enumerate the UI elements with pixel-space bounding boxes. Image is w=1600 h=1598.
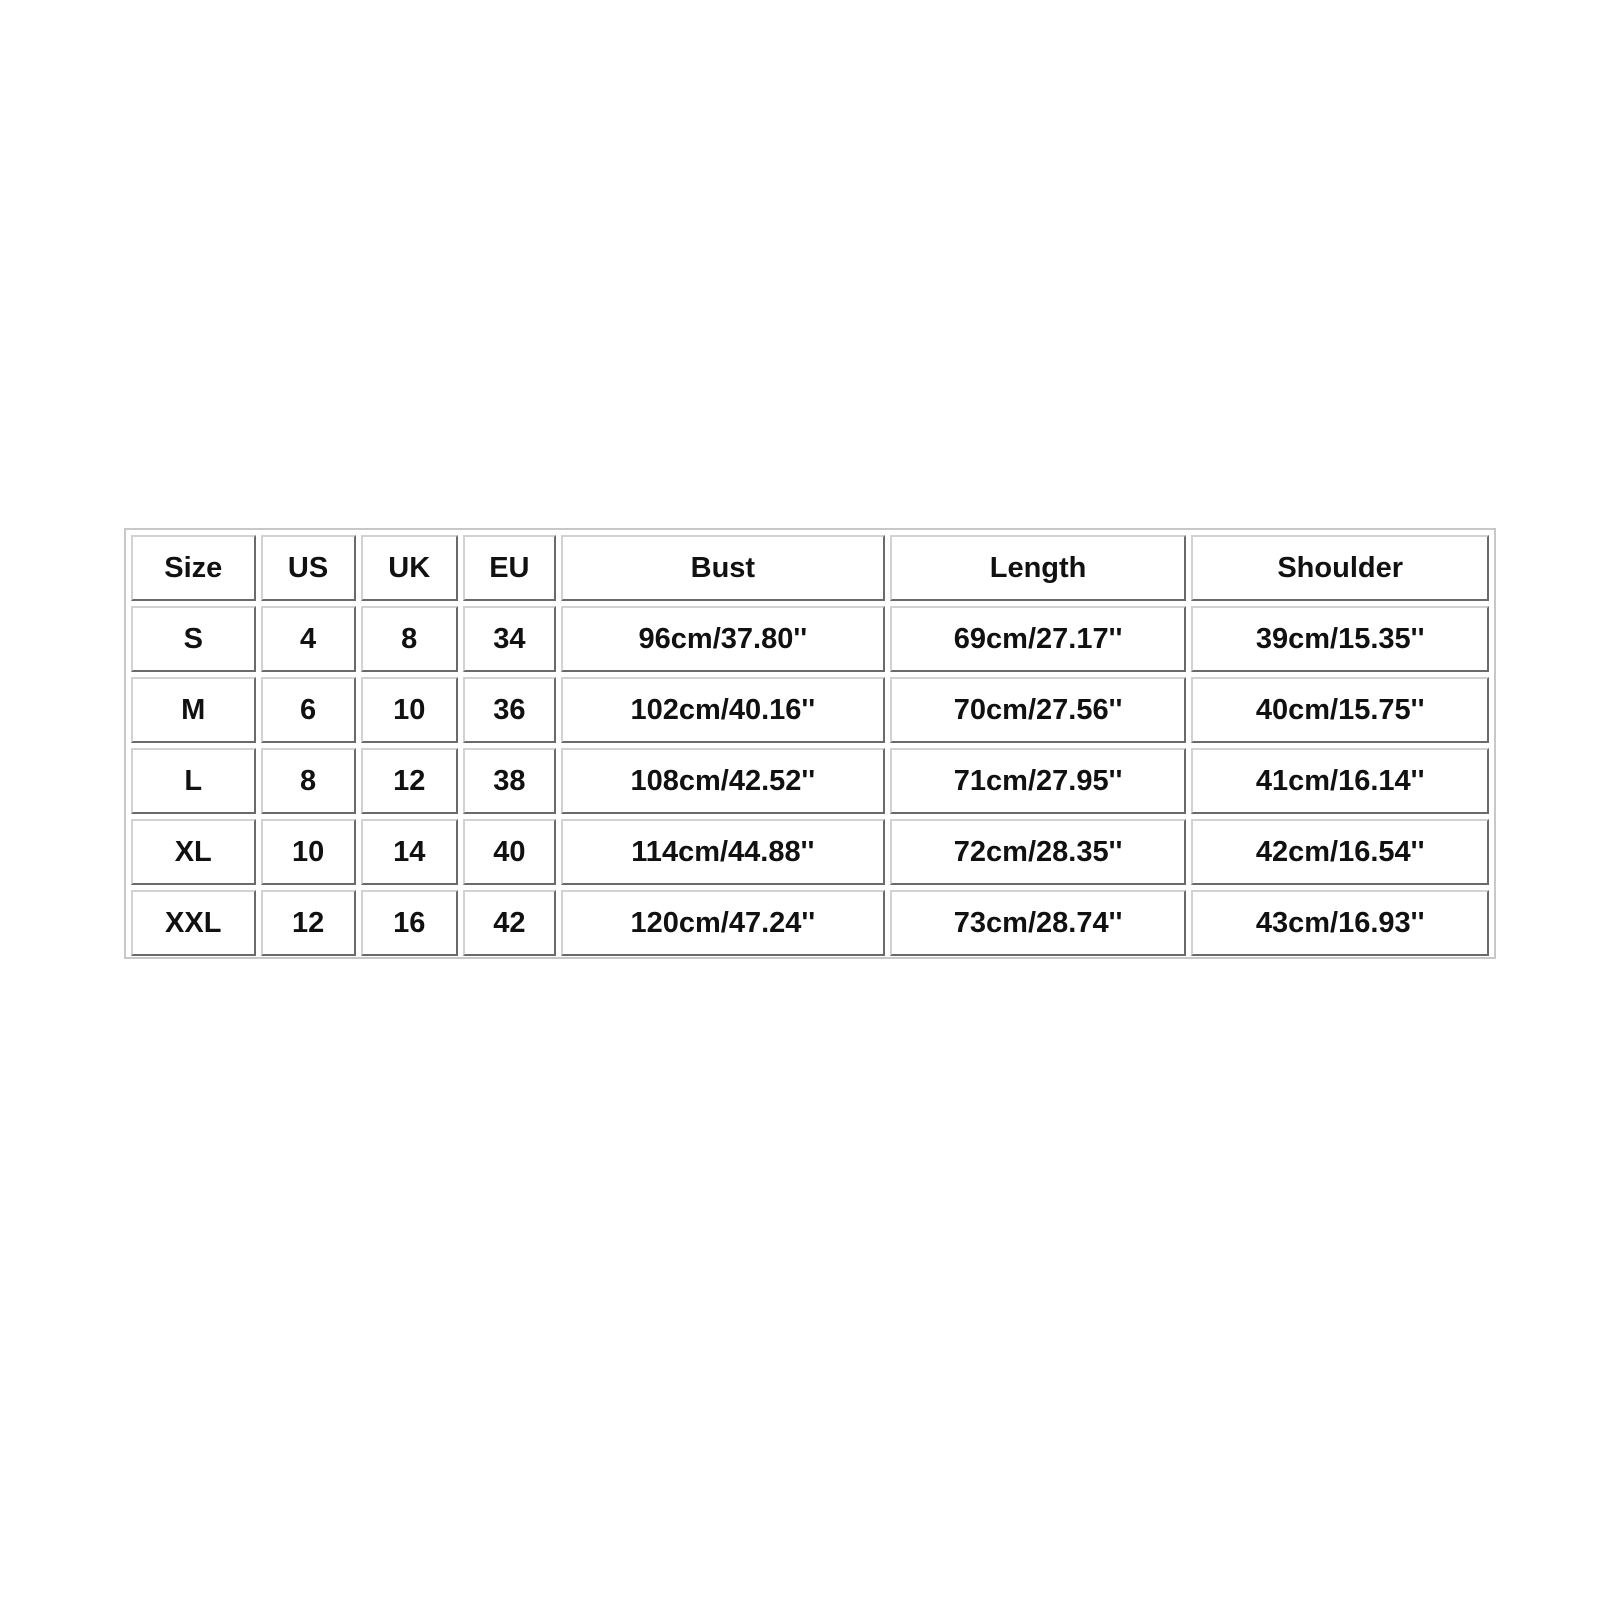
cell-us: 10 [261,819,356,885]
header-cell-length: Length [890,535,1187,601]
size-chart [124,528,1496,959]
cell-eu: 36 [463,677,556,743]
cell-us: 4 [261,606,356,672]
table-row [131,819,1489,885]
cell-bust: 108cm/42.52'' [561,748,885,814]
table-row [131,890,1489,956]
cell-us: 8 [261,748,356,814]
table-row [131,677,1489,743]
table-row [131,606,1489,672]
cell-eu: 40 [463,819,556,885]
cell-uk: 10 [361,677,458,743]
cell-uk: 14 [361,819,458,885]
cell-shoulder: 40cm/15.75'' [1191,677,1489,743]
cell-us: 12 [261,890,356,956]
cell-length: 73cm/28.74'' [890,890,1187,956]
cell-size: L [131,748,256,814]
cell-length: 70cm/27.56'' [890,677,1187,743]
header-cell-us: US [261,535,356,601]
cell-uk: 16 [361,890,458,956]
size-chart-table [126,530,1494,961]
cell-bust: 96cm/37.80'' [561,606,885,672]
cell-size: M [131,677,256,743]
cell-shoulder: 41cm/16.14'' [1191,748,1489,814]
cell-length: 71cm/27.95'' [890,748,1187,814]
header-cell-size: Size [131,535,256,601]
cell-length: 69cm/27.17'' [890,606,1187,672]
cell-length: 72cm/28.35'' [890,819,1187,885]
header-cell-shoulder: Shoulder [1191,535,1489,601]
cell-shoulder: 42cm/16.54'' [1191,819,1489,885]
cell-size: XXL [131,890,256,956]
cell-eu: 34 [463,606,556,672]
header-cell-bust: Bust [561,535,885,601]
cell-shoulder: 39cm/15.35'' [1191,606,1489,672]
header-row [131,535,1489,601]
cell-eu: 42 [463,890,556,956]
cell-shoulder: 43cm/16.93'' [1191,890,1489,956]
cell-bust: 114cm/44.88'' [561,819,885,885]
cell-uk: 8 [361,606,458,672]
table-row [131,748,1489,814]
cell-size: S [131,606,256,672]
header-cell-eu: EU [463,535,556,601]
cell-eu: 38 [463,748,556,814]
cell-bust: 102cm/40.16'' [561,677,885,743]
cell-us: 6 [261,677,356,743]
cell-size: XL [131,819,256,885]
header-cell-uk: UK [361,535,458,601]
cell-uk: 12 [361,748,458,814]
cell-bust: 120cm/47.24'' [561,890,885,956]
